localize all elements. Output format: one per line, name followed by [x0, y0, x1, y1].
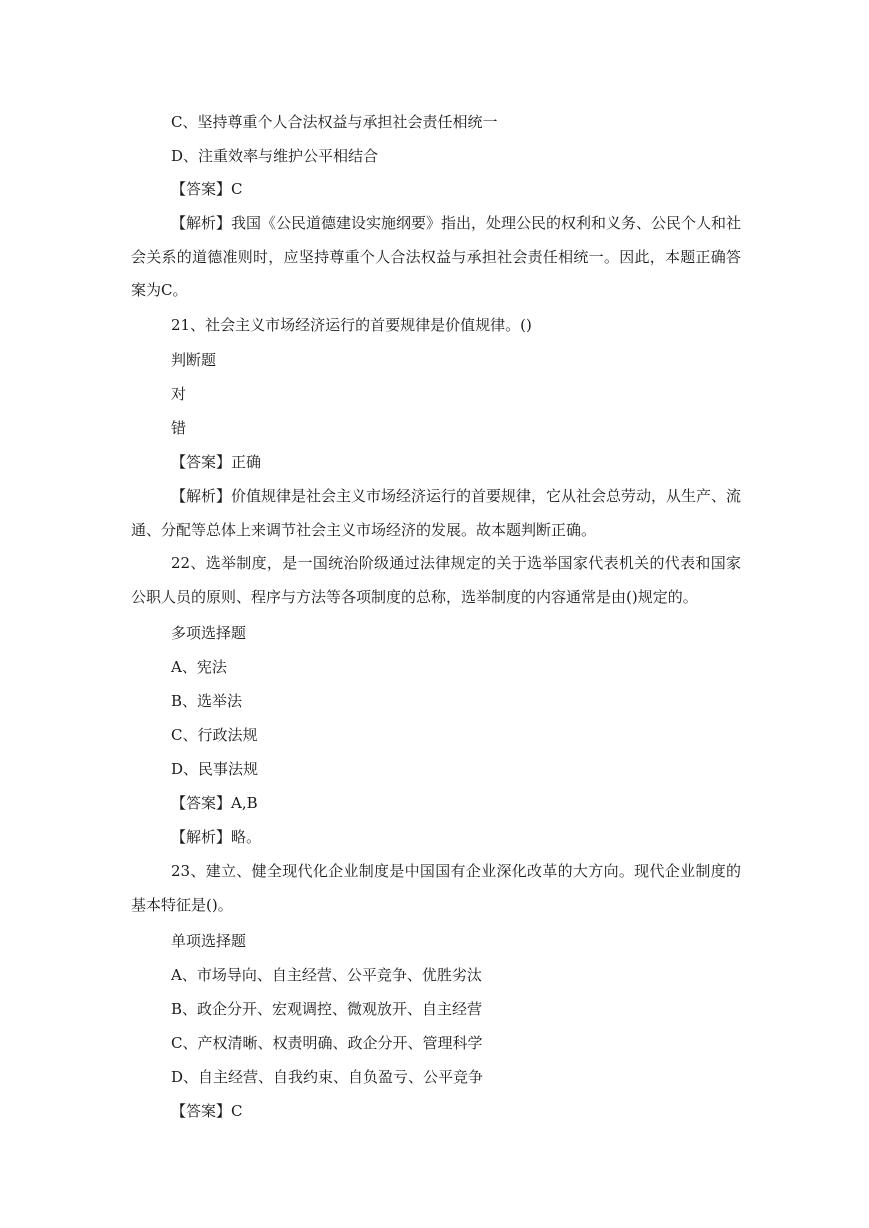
answer-line: 【答案】正确	[171, 453, 262, 471]
option-b-text: B、选举法	[171, 692, 243, 710]
option-d-text: D、注重效率与维护公平相结合	[171, 147, 379, 165]
analysis-line: 【解析】略。	[171, 828, 262, 846]
question-22-text: 22、选举制度，是一国统治阶级通过法律规定的关于选举国家代表机关的代表和国家公职人员的原则、程序与方法等各项制度的总称，选举制度的内容通常是由()规定的。	[131, 554, 741, 606]
option-c-text: C、行政法规	[171, 726, 258, 744]
option-c-text: C、产权清晰、权责明确、政企分开、管理科学	[171, 1034, 483, 1052]
option-d-text: D、自主经营、自我约束、自负盈亏、公平竞争	[171, 1068, 484, 1086]
answer-line: 【答案】C	[171, 180, 243, 198]
option-d-text: D、民事法规	[171, 760, 259, 778]
option-c-text: C、坚持尊重个人合法权益与承担社会责任相统一	[171, 113, 498, 131]
option-false: 错	[171, 419, 187, 437]
question-type-label: 单项选择题	[171, 932, 247, 950]
option-a-text: A、市场导向、自主经营、公平竞争、优胜劣汰	[171, 966, 482, 984]
option-b-text: B、政企分开、宏观调控、微观放开、自主经营	[171, 1000, 483, 1018]
option-true: 对	[171, 385, 187, 403]
question-type-label: 多项选择题	[171, 624, 247, 642]
analysis-paragraph: 【解析】价值规律是社会主义市场经济运行的首要规律，它从社会总劳动，从生产、流通、分配等总体上来调节社会主义市场经济的发展。故本题判断正确。	[131, 487, 742, 539]
answer-line: 【答案】C	[171, 1102, 243, 1120]
question-23-text: 23、建立、健全现代化企业制度是中国国有企业深化改革的大方向。现代企业制度的基本特征是()。	[131, 862, 741, 914]
question-type-label: 判断题	[171, 351, 217, 369]
answer-line: 【答案】A,B	[171, 794, 258, 812]
option-a-text: A、宪法	[171, 658, 227, 676]
question-21-text: 21、社会主义市场经济运行的首要规律是价值规律。()	[171, 316, 532, 334]
analysis-paragraph: 【解析】我国《公民道德建设实施纲要》指出，处理公民的权利和义务、公民个人和社会关系的道德准则时，应坚持尊重个人合法权益与承担社会责任相统一。因此，本题正确答案为C。	[131, 214, 742, 299]
